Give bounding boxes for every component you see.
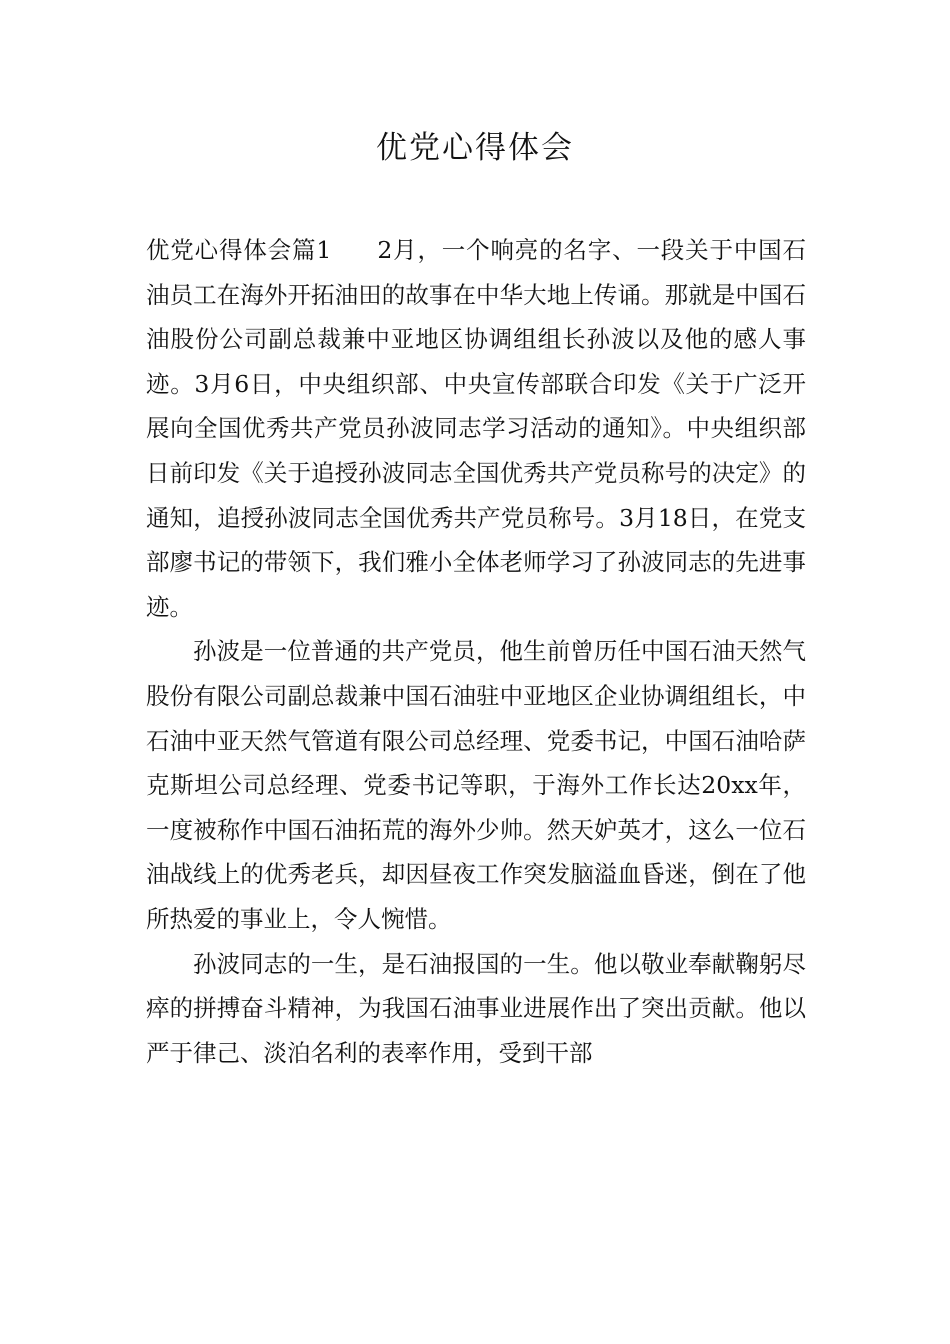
paragraph-1-text: 2月，一个响亮的名字、一段关于中国石油员工在海外开拓油田的故事在中华大地上传诵。那就是中国石油股份公司副总裁兼中亚地区协调组组长孙波以及他的感人事迹。3月6日，中央组织部、中央宣传部联合印发《关于广泛开展向全国优秀共产党员孙波同志学习活动的通知》。中央组织部日前印发《关于追授孙波同志全国优秀共产党员称号的决定》的通知，追授孙波同志全国优秀共产党员称号。3月18日，在党支部廖书记的带领下，我们雅小全体老师学习了孙波同志的先进事迹。	[146, 236, 806, 621]
paragraph-2: 孙波是一位普通的共产党员，他生前曾历任中国石油天然气股份有限公司副总裁兼中国石油驻中亚地区企业协调组组长，中石油中亚天然气管道有限公司总经理、党委书记，中国石油哈萨克斯坦公司总经理、党委书记等职，于海外工作长达20xx年，一度被称作中国石油拓荒的海外少帅。然天妒英才，这么一位石油战线上的优秀老兵，却因昼夜工作突发脑溢血昏迷，倒在了他所热爱的事业上，令人惋惜。	[146, 637, 806, 933]
document-title: 优党心得体会	[376, 130, 574, 166]
document-body	[146, 228, 806, 1075]
paragraph-1	[146, 228, 806, 629]
section-label: 优党心得体会篇1	[146, 236, 332, 264]
paragraph-3: 孙波同志的一生，是石油报国的一生。他以敬业奉献鞠躬尽瘁的拼搏奋斗精神，为我国石油事业进展作出了突出贡献。他以严于律己、淡泊名利的表率作用，受到干部	[146, 949, 806, 1067]
